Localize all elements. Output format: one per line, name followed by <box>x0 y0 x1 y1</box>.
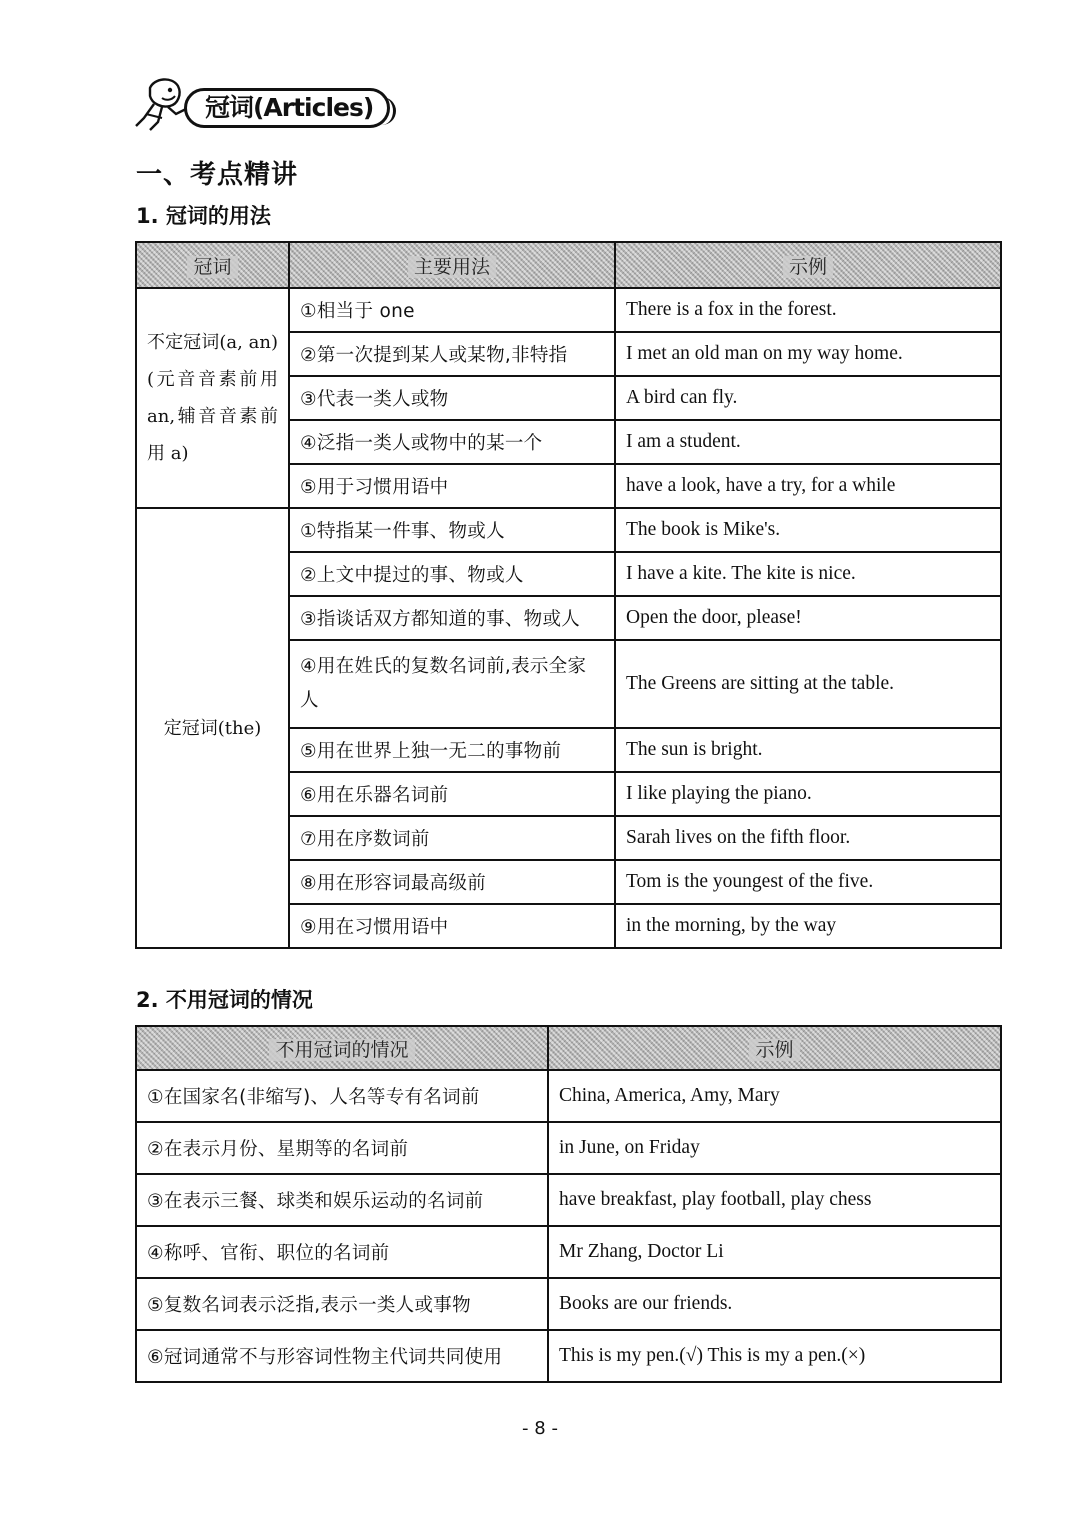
table-row <box>136 1070 1001 1122</box>
no-article-table <box>135 1025 1002 1383</box>
example-cell: The sun is bright. <box>615 728 1001 772</box>
header-example: 示例 <box>548 1026 1001 1070</box>
case-cell: ②在表示月份、星期等的名词前 <box>136 1122 548 1174</box>
case-cell: ⑥冠词通常不与形容词性物主代词共同使用 <box>136 1330 548 1382</box>
usage-cell: ⑨用在习惯用语中 <box>289 904 615 948</box>
example-cell: I like playing the piano. <box>615 772 1001 816</box>
usage-cell: ④泛指一类人或物中的某一个 <box>289 420 615 464</box>
example-cell: have breakfast, play football, play chess <box>548 1174 1001 1226</box>
example-cell: The book is Mike's. <box>615 508 1001 552</box>
case-cell: ④称呼、官衔、职位的名词前 <box>136 1226 548 1278</box>
indefinite-article-cell: 不定冠词(a, an)(元音音素前用 an,辅音音素前用 a) <box>136 288 289 508</box>
usage-cell: ⑥用在乐器名词前 <box>289 772 615 816</box>
table-row <box>136 1226 1001 1278</box>
case-cell: ③在表示三餐、球类和娱乐运动的名词前 <box>136 1174 548 1226</box>
usage-cell: ②上文中提过的事、物或人 <box>289 552 615 596</box>
section-title: 一、考点精讲 <box>136 160 299 190</box>
case-cell: ①在国家名(非缩写)、人名等专有名词前 <box>136 1070 548 1122</box>
usage-cell: ③指谈话双方都知道的事、物或人 <box>289 596 615 640</box>
example-cell: Sarah lives on the fifth floor. <box>615 816 1001 860</box>
example-cell: I have a kite. The kite is nice. <box>615 552 1001 596</box>
usage-cell: ⑧用在形容词最高级前 <box>289 860 615 904</box>
example-cell: in the morning, by the way <box>615 904 1001 948</box>
part1-title: 1. 冠词的用法 <box>136 204 271 228</box>
article-usage-table <box>135 241 1002 949</box>
table-row <box>136 288 1001 332</box>
usage-cell: ②第一次提到某人或某物,非特指 <box>289 332 615 376</box>
chapter-title-badge: 冠词(Articles) <box>184 88 390 128</box>
page-number: - 8 - <box>522 1418 558 1439</box>
definite-article-cell: 定冠词(the) <box>136 508 289 948</box>
table-header-row <box>136 1026 1001 1070</box>
example-cell: Books are our friends. <box>548 1278 1001 1330</box>
usage-cell: ③代表一类人或物 <box>289 376 615 420</box>
example-cell: China, America, Amy, Mary <box>548 1070 1001 1122</box>
example-cell: have a look, have a try, for a while <box>615 464 1001 508</box>
example-cell: A bird can fly. <box>615 376 1001 420</box>
example-cell: in June, on Friday <box>548 1122 1001 1174</box>
table-row <box>136 508 1001 552</box>
table-row <box>136 1278 1001 1330</box>
example-cell: There is a fox in the forest. <box>615 288 1001 332</box>
example-cell: Open the door, please! <box>615 596 1001 640</box>
usage-cell: ①相当于 one <box>289 288 615 332</box>
example-cell: Mr Zhang, Doctor Li <box>548 1226 1001 1278</box>
header-example: 示例 <box>615 242 1001 288</box>
usage-cell: ④用在姓氏的复数名词前,表示全家人 <box>289 640 615 728</box>
chapter-header <box>132 74 392 134</box>
example-cell: Tom is the youngest of the five. <box>615 860 1001 904</box>
table-row <box>136 1174 1001 1226</box>
header-usage: 主要用法 <box>289 242 615 288</box>
usage-cell: ⑤用在世界上独一无二的事物前 <box>289 728 615 772</box>
example-cell: I met an old man on my way home. <box>615 332 1001 376</box>
usage-cell: ⑦用在序数词前 <box>289 816 615 860</box>
example-cell: I am a student. <box>615 420 1001 464</box>
case-cell: ⑤复数名词表示泛指,表示一类人或事物 <box>136 1278 548 1330</box>
usage-cell: ⑤用于习惯用语中 <box>289 464 615 508</box>
example-cell: This is my pen.(√) This is my a pen.(×) <box>548 1330 1001 1382</box>
example-cell: The Greens are sitting at the table. <box>615 640 1001 728</box>
table-header-row <box>136 242 1001 288</box>
table-row <box>136 1122 1001 1174</box>
usage-cell: ①特指某一件事、物或人 <box>289 508 615 552</box>
part2-title: 2. 不用冠词的情况 <box>136 988 313 1012</box>
header-case: 不用冠词的情况 <box>136 1026 548 1070</box>
table-row <box>136 1330 1001 1382</box>
header-article: 冠词 <box>136 242 289 288</box>
